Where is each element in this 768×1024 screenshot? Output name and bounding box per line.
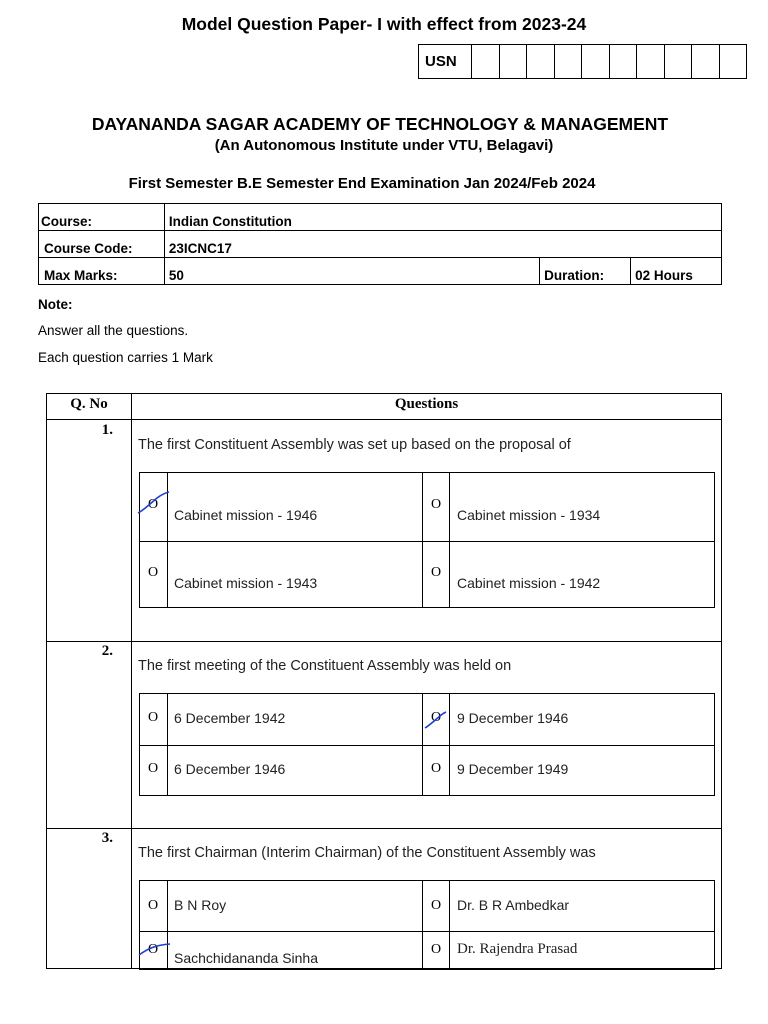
paper-title: Model Question Paper- I with effect from 2023-24	[181, 14, 587, 34]
exam-title: First Semester B.E Semester End Examination Jan 2024/Feb 2024	[128, 175, 596, 192]
question-text: The first Chairman (Interim Chairman) of the Constituent Assembly was	[138, 845, 596, 861]
option-text: B N Roy	[174, 897, 227, 913]
question-number: 2.	[101, 643, 113, 659]
option-text: Cabinet mission - 1942	[457, 575, 601, 591]
option-text: 9 December 1946	[457, 710, 569, 726]
option-bubble[interactable]: O	[430, 761, 442, 776]
course-value: Indian Constitution	[164, 204, 721, 231]
course-code-label: Course Code:	[39, 231, 165, 258]
max-marks-value: 50	[164, 258, 539, 285]
option-bubble[interactable]: O	[430, 565, 442, 580]
tick-mark-icon	[138, 936, 172, 960]
duration-value: 02 Hours	[631, 258, 722, 285]
usn-box	[418, 44, 747, 79]
option-text: 6 December 1942	[174, 710, 286, 726]
qno-header: Q. No	[70, 396, 108, 412]
question-number: 1.	[101, 422, 113, 438]
option-text: 9 December 1949	[457, 761, 569, 777]
usn-digit-box[interactable]	[554, 45, 582, 79]
usn-digit-box[interactable]	[719, 45, 747, 79]
institute-name: DAYANANDA SAGAR ACADEMY OF TECHNOLOGY & MANAGEMENT	[91, 114, 669, 134]
questions-table	[46, 393, 722, 969]
option-bubble[interactable]: O	[430, 710, 442, 725]
usn-digit-box[interactable]	[664, 45, 692, 79]
usn-digit-box[interactable]	[582, 45, 610, 79]
option-text: Cabinet mission - 1946	[174, 507, 318, 523]
option-bubble[interactable]: O	[147, 942, 159, 957]
options-grid	[139, 472, 715, 608]
tick-mark-icon	[424, 708, 458, 732]
option-bubble[interactable]: O	[430, 898, 442, 913]
usn-digit-box[interactable]	[692, 45, 720, 79]
option-text: 6 December 1946	[174, 761, 286, 777]
option-text: Cabinet mission - 1943	[174, 575, 318, 591]
questions-header: Questions	[394, 396, 459, 412]
question-number: 3.	[101, 830, 113, 846]
option-text: Sachchidananda Sinha	[174, 950, 319, 966]
tick-mark-icon	[137, 491, 171, 515]
note-heading: Note:	[38, 297, 73, 312]
option-bubble[interactable]: O	[147, 497, 159, 512]
usn-digit-box[interactable]	[472, 45, 500, 79]
option-bubble[interactable]: O	[147, 898, 159, 913]
option-bubble[interactable]: O	[147, 710, 159, 725]
usn-digit-box[interactable]	[637, 45, 665, 79]
option-text: Dr. B R Ambedkar	[457, 897, 570, 913]
usn-digit-box[interactable]	[527, 45, 555, 79]
options-grid	[139, 693, 715, 796]
options-grid	[139, 880, 715, 970]
note-line: Answer all the questions.	[38, 323, 189, 338]
question-text: The first Constituent Assembly was set up based on the proposal of	[138, 437, 571, 453]
option-text: Dr. Rajendra Prasad	[457, 941, 578, 957]
usn-digit-box[interactable]	[499, 45, 527, 79]
note-line: Each question carries 1 Mark	[38, 350, 213, 365]
institute-subtitle: (An Autonomous Institute under VTU, Belagavi)	[214, 137, 554, 154]
option-bubble[interactable]: O	[147, 565, 159, 580]
course-code-value: 23ICNC17	[164, 231, 721, 258]
course-info-table	[38, 203, 722, 285]
option-bubble[interactable]: O	[430, 942, 442, 957]
option-text: Cabinet mission - 1934	[457, 507, 601, 523]
usn-label: USN	[419, 45, 472, 79]
option-bubble[interactable]: O	[430, 497, 442, 512]
max-marks-label: Max Marks:	[39, 258, 165, 285]
question-text: The first meeting of the Constituent Assembly was held on	[138, 658, 512, 674]
usn-digit-box[interactable]	[609, 45, 637, 79]
course-label: Course:	[39, 204, 165, 231]
duration-label: Duration:	[540, 258, 631, 285]
option-bubble[interactable]: O	[147, 761, 159, 776]
